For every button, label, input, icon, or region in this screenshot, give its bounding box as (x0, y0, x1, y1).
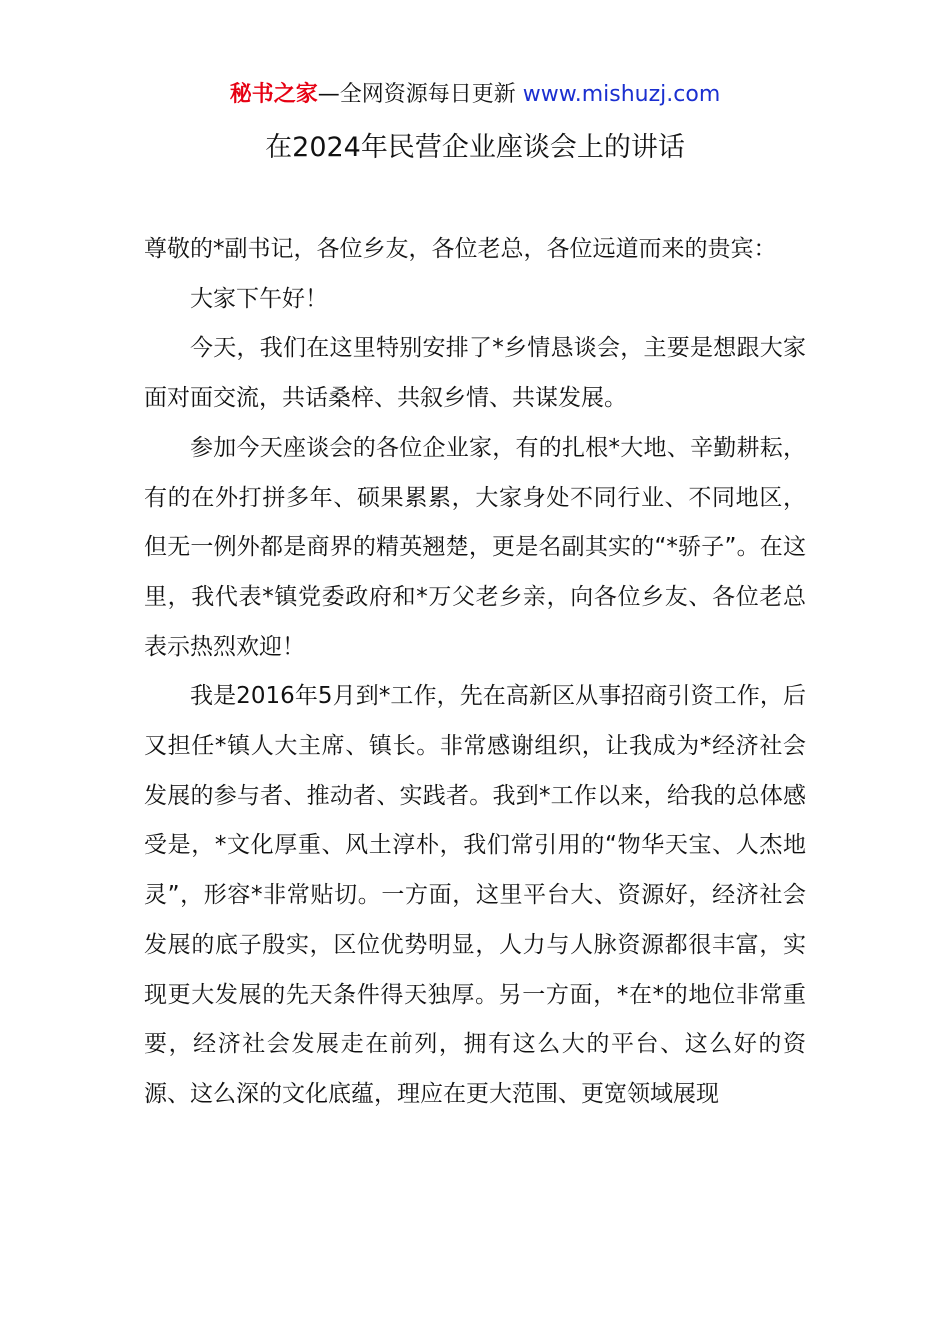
site-header (0, 80, 950, 110)
salutation-paragraph: 尊敬的*副书记，各位乡友，各位老总，各位远道而来的贵宾： (144, 236, 777, 262)
greeting-paragraph: 大家下午好！ (190, 285, 328, 312)
document-body (144, 225, 806, 1120)
site-brand: 秘书之家 (229, 82, 318, 107)
body-paragraph: 我是2016年5月到*工作，先在高新区从事招商引资工作，后又担任*镇人大主席、镇长。非常感谢组织，让我成为*经济社会发展的参与者、推动者、实践者。我到*工作以来，给我的总体感受是，*文化厚重、风土淳朴，我们常引用的“物华天宝、人杰地灵”，形容*非常贴切。一方面，这里平台大、资源好，经济社会发展的底子殷实，区位优势明显，人力与人脉资源都很丰富，实现更大发展的先天条件得天独厚。另一方面，*在*的地位非常重要，经济社会发展走在前列，拥有这么大的平台、这么好的资源、这么深的文化底蕴，理应在更大范围、更宽领域展现 (144, 683, 806, 1107)
body-paragraph: 今天，我们在这里特别安排了*乡情恳谈会，主要是想跟大家面对面交流，共话桑梓、共叙乡情、共谋发展。 (144, 335, 806, 412)
document-title: 在2024年民营企业座谈会上的讲话 (265, 132, 685, 163)
body-paragraph: 参加今天座谈会的各位企业家，有的扎根*大地、辛勤耕耘，有的在外打拼多年、硕果累累，大家身处不同行业、不同地区，但无一例外都是商界的精英翘楚，更是名副其实的“*骄子”。在这里，我代表*镇党委政府和*万父老乡亲，向各位乡友、各位老总表示热烈欢迎！ (144, 434, 806, 660)
site-url-link[interactable]: www.mishuzj.com (522, 82, 721, 107)
site-tagline: —全网资源每日更新 (317, 82, 523, 107)
